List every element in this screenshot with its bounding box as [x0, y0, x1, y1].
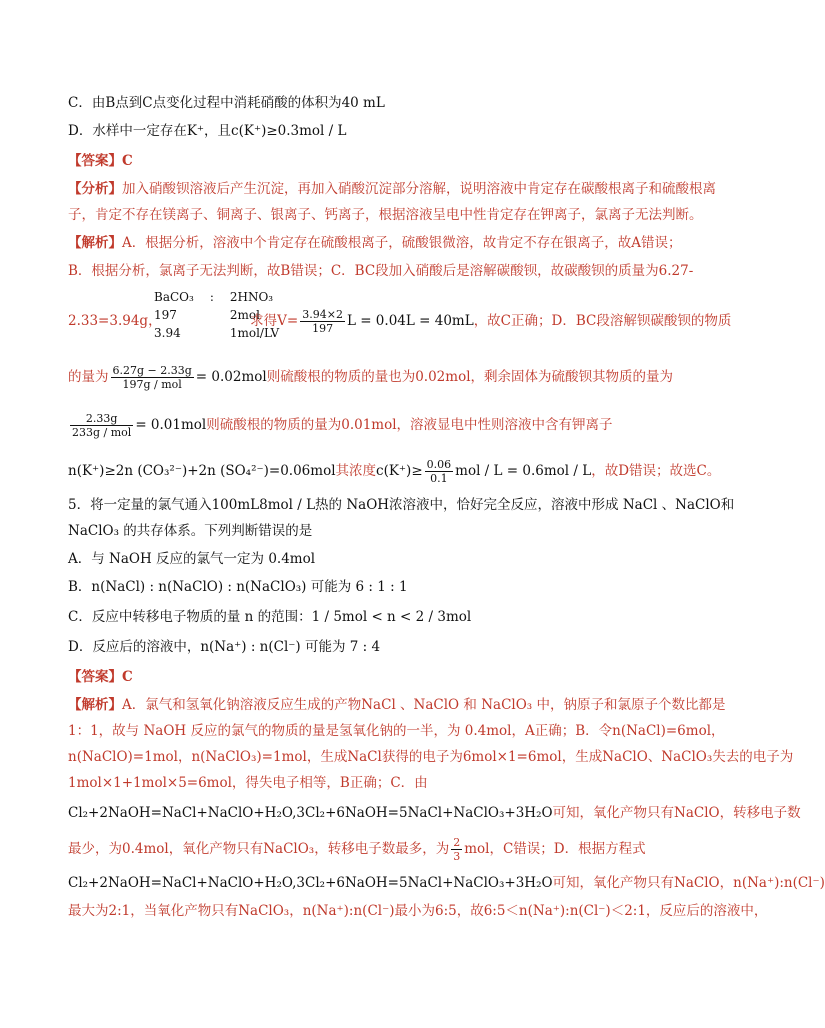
explain-text: ，故D错误；故选C。	[591, 463, 721, 479]
explain-text: 求得V=	[250, 313, 299, 329]
q5-option-d: D．反应后的溶液中，n(Na⁺) : n(Cl⁻) 可能为 7 : 4	[68, 639, 381, 655]
answer-label: 【答案】	[68, 669, 122, 685]
explain-text: mol，C错误；D．根据方程式	[464, 841, 646, 857]
fraction-denominator: 3	[453, 850, 461, 863]
q4-explain-line-2: B．根据分析，氯离子无法判断，故B错误；C．BC段加入硝酸后是溶解碳酸钡，故碳酸钡的质量为6.27-	[68, 263, 694, 279]
explain-text: 其浓度	[335, 463, 377, 479]
q5-stem-line-1: 5．将一定量的氯气通入100mL8mol / L热的 NaOH浓溶液中，恰好完全反应，溶液中形成 NaCl 、NaClO和	[68, 497, 735, 513]
fraction-numerator: 6.27g − 2.33g	[112, 364, 192, 377]
equation: Cl₂+2NaOH=NaCl+NaClO+H₂O,3Cl₂+6NaOH=5NaCl+NaClO₃+3H₂O	[68, 805, 553, 821]
fraction	[70, 412, 133, 439]
explain-label: 【解析】	[68, 697, 122, 713]
q4-explain-line-5	[68, 412, 734, 439]
q5-option-a: A．与 NaOH 反应的氯气一定为 0.4mol	[68, 551, 316, 567]
equation: L = 0.04L = 40mL	[346, 313, 474, 329]
table-cell: :	[209, 290, 214, 304]
q5-explain-line-1	[68, 696, 734, 714]
equation: = 0.01mol	[135, 417, 207, 433]
fraction-denominator: 233g / mol	[72, 426, 132, 439]
table-cell: 197	[154, 308, 177, 322]
explain-text: 2.33=3.94g，	[68, 313, 162, 329]
q5-explain-line-7	[68, 874, 825, 892]
q5-explain-line-5	[68, 804, 801, 822]
q4-explain-line-6	[68, 458, 734, 485]
q4-option-d: D．水样中一定存在K⁺，且c(K⁺)≥0.3mol / L	[68, 123, 347, 139]
fraction-numerator: 3.94×2	[302, 308, 343, 321]
q5-option-b: B．n(NaCl) : n(NaClO) : n(NaClO₃) 可能为 6 : 1 : 1	[68, 579, 408, 595]
q4-explain-line-1	[68, 234, 734, 252]
q5-answer	[68, 668, 734, 686]
q4-analysis-line-1	[68, 180, 734, 198]
table-cell: 2mol	[229, 308, 260, 322]
fraction-denominator: 197	[312, 322, 334, 335]
q5-explain-line-2: 1：1，故与 NaOH 反应的氯气的物质的量是氢氧化钠的一半，为 0.4mol，A正确；B．令n(NaCl)=6mol，	[68, 723, 725, 739]
q5-explain-line-6	[68, 836, 734, 863]
explain-label: 【解析】	[68, 235, 122, 251]
equation: Cl₂+2NaOH=NaCl+NaClO+H₂O,3Cl₂+6NaOH=5NaCl+NaClO₃+3H₂O	[68, 875, 553, 891]
fraction	[425, 458, 454, 485]
fraction-numerator: 2.33g	[70, 412, 133, 426]
q4-option-c: C．由B点到C点变化过程中消耗硝酸的体积为40 mL	[68, 95, 385, 111]
explain-text: 的量为	[68, 369, 109, 385]
fraction-numerator: 0.06	[426, 458, 452, 471]
fraction-denominator: 0.1	[430, 472, 448, 485]
explain-text: 可知，氧化产物只有NaClO，转移电子数	[552, 805, 801, 821]
equation: c(K⁺)≥	[376, 463, 423, 479]
q4-explain-line-3	[68, 308, 734, 335]
table-cell: BaCO₃	[154, 290, 194, 304]
q4-explain-line-4	[68, 364, 734, 391]
q5-explain-line-4: 1mol×1+1mol×5=6mol，得失电子相等，B正确；C．由	[68, 775, 428, 791]
fraction	[451, 836, 462, 863]
q5-option-c: C．反应中转移电子物质的量 n 的范围：1 / 5mol < n < 2 / 3mol	[68, 609, 472, 625]
table-cell: 2HNO₃	[229, 290, 274, 304]
q4-answer	[68, 152, 734, 170]
answer-value: C	[122, 153, 133, 169]
explain-text: 则硫酸根的物质的量也为0.02mol，剩余固体为硫酸钡其物质的量为	[266, 369, 674, 385]
table-cell: 1mol/LV	[229, 326, 280, 340]
explain-text: A．根据分析，溶液中个肯定存在硫酸根离子，硫酸银微溶，故肯定不存在银离子，故A错误；	[122, 235, 682, 251]
analysis-text: 加入硝酸钡溶液后产生沉淀，再加入硝酸沉淀部分溶解，说明溶液中肯定存在碳酸根离子和硫酸根离	[122, 181, 716, 197]
explain-text: 最少，为0.4mol，氧化产物只有NaClO₃，转移电子数最多，为	[68, 841, 450, 857]
table-row	[146, 288, 287, 306]
fraction	[300, 308, 345, 335]
fraction	[111, 364, 194, 391]
q4-analysis-line-2: 子，肯定不存在镁离子、铜离子、银离子、钙离子，根据溶液呈电中性肯定存在钾离子，氯离子无法判断。	[68, 207, 703, 223]
explain-text: A．氯气和氢氧化钠溶液反应生成的产物NaCl 、NaClO 和 NaClO₃ 中，钠原子和氯原子个数比都是	[122, 697, 726, 713]
q5-explain-line-8: 最大为2:1，当氧化产物只有NaClO₃，n(Na⁺):n(Cl⁻)最小为6:5，故6:5＜n(Na⁺):n(Cl⁻)＜2:1，反应后的溶液中，	[68, 903, 768, 919]
analysis-label: 【分析】	[68, 181, 122, 197]
answer-label: 【答案】	[68, 153, 122, 169]
equation: mol / L = 0.6mol / L	[455, 463, 592, 479]
explain-text: 则硫酸根的物质的量为0.01mol，溶液显电中性则溶液中含有钾离子	[206, 417, 613, 433]
explain-text: 可知，氧化产物只有NaClO，n(Na⁺):n(Cl⁻)	[552, 875, 825, 891]
q5-stem-line-2: NaClO₃ 的共存体系。下列判断错误的是	[68, 523, 313, 539]
equation: n(K⁺)≥2n (CO₃²⁻)+2n (SO₄²⁻)=0.06mol	[68, 463, 336, 479]
explain-text: ，故C正确；D．BC段溶解钡碳酸钡的物质	[473, 313, 732, 329]
table-cell: 3.94	[154, 326, 181, 340]
fraction-denominator: 197g / mol	[122, 378, 182, 391]
equation: = 0.02mol	[195, 369, 267, 385]
q5-explain-line-3: n(NaClO)=1mol，n(NaClO₃)=1mol，生成NaCl获得的电子为6mol×1=6mol，生成NaClO、NaClO₃失去的电子为	[68, 749, 794, 765]
fraction-numerator: 2	[453, 836, 461, 849]
answer-value: C	[122, 669, 133, 685]
